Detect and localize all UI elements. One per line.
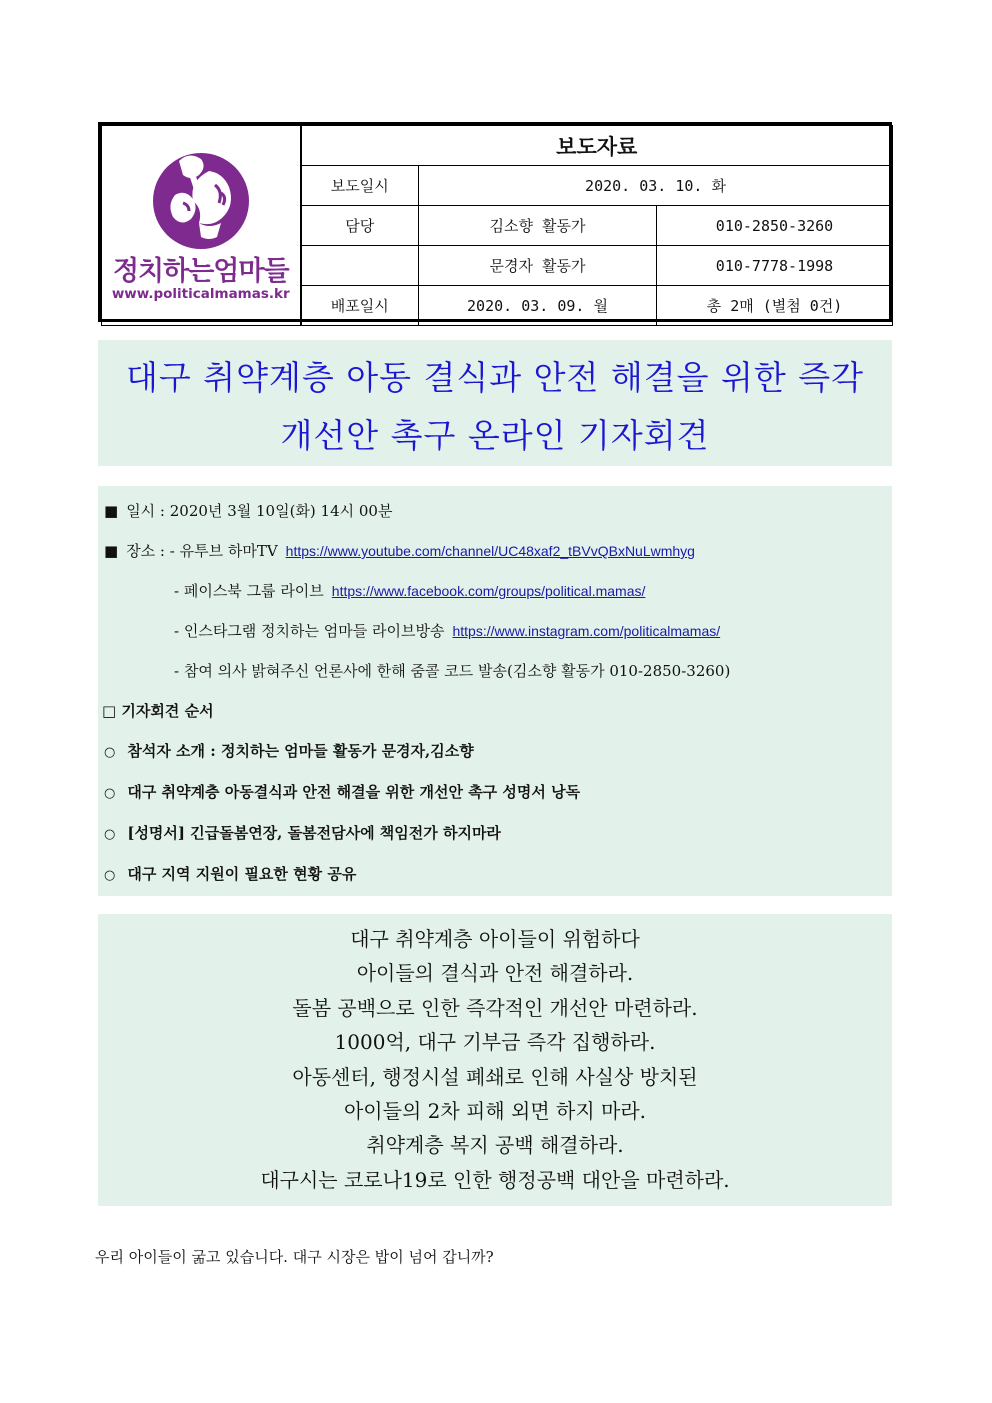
circle-bullet-icon: ○ — [104, 745, 116, 760]
slogan-panel — [98, 914, 892, 1206]
order-item — [104, 822, 501, 843]
place-row — [104, 540, 695, 561]
closing-sentence: 우리 아이들이 굶고 있습니다. 대구 시장은 밥이 넘어 갑니까? — [95, 1248, 494, 1266]
press-release-header — [98, 122, 892, 322]
contact-name-2: 문경자 활동가 — [419, 246, 657, 286]
contact-label-empty — [301, 246, 419, 286]
logo-name: 정치하는엄마들 — [112, 255, 289, 287]
date-row — [104, 500, 392, 521]
circle-bullet-icon: ○ — [104, 827, 116, 842]
circle-bullet-icon: ○ — [104, 868, 116, 883]
slogan-line: 대구 취약계층 아이들이 위험하다 — [350, 927, 640, 951]
order-item-text: 대구 취약계층 아동결식과 안전 해결을 위한 개선안 촉구 성명서 낭독 — [127, 783, 581, 801]
distribution-date-label: 배포일시 — [301, 286, 419, 326]
logo-cell — [102, 126, 301, 326]
slogan-line: 아이들의 결식과 안전 해결하라. — [356, 961, 634, 986]
order-title: □ 기자회견 순서 — [102, 702, 214, 720]
contact-name-1: 김소향 활동가 — [419, 206, 657, 246]
slogan-line: 대구시는 코로나19로 인한 행정공백 대안을 마련하라. — [260, 1167, 730, 1192]
page-count: 총 2매 (별첨 0건) — [657, 286, 893, 326]
doc-type-title: 보도자료 — [301, 126, 893, 166]
contact-phone-2: 010-7778-1998 — [657, 246, 893, 286]
circle-bullet-icon: ○ — [104, 786, 116, 801]
instagram-link[interactable]: https://www.instagram.com/politicalmamas/ — [452, 623, 721, 639]
headline-line-1: 대구 취약계층 아동 결식과 안전 해결을 위한 즉각 — [126, 358, 864, 397]
release-date-value: 2020. 03. 10. 화 — [419, 166, 893, 206]
political-mamas-logo-icon — [149, 149, 253, 253]
slogan-line: 돌봄 공백으로 인한 즉각적인 개선안 마련하라. — [292, 995, 698, 1020]
instagram-row — [174, 620, 720, 641]
facebook-row — [174, 580, 645, 601]
order-item-text: 참석자 소개 : 정치하는 엄마들 활동가 문경자,김소향 — [127, 742, 474, 760]
date-text: 일시 : 2020년 3월 10일(화) 14시 00분 — [126, 502, 393, 520]
release-date-label: 보도일시 — [301, 166, 419, 206]
order-item — [104, 863, 356, 884]
order-item — [104, 740, 474, 761]
distribution-date-value: 2020. 03. 09. 월 — [419, 286, 657, 326]
square-bullet-icon: ■ — [104, 502, 119, 520]
order-item — [104, 781, 580, 802]
order-item-text: 대구 지역 지원이 필요한 현황 공유 — [127, 865, 357, 883]
zoom-row: - 참여 의사 밝혀주신 언론사에 한해 줌콜 코드 발송(김소향 활동가 010-2850-3260) — [174, 662, 731, 680]
slogan-line: 아이들의 2차 피해 외면 하지 마라. — [343, 1098, 647, 1123]
order-item-text: [성명서] 긴급돌봄연장, 돌봄전담사에 책임전가 하지마라 — [127, 824, 501, 842]
logo-url: www.politicalmamas.kr — [111, 286, 290, 303]
headline-banner — [98, 340, 892, 466]
square-bullet-icon: ■ — [104, 542, 119, 560]
contact-phone-1: 010-2850-3260 — [657, 206, 893, 246]
facebook-link[interactable]: https://www.facebook.com/groups/political.mamas/ — [331, 583, 646, 599]
headline-line-2: 개선안 촉구 온라인 기자회견 — [280, 416, 710, 455]
facebook-label: - 페이스북 그룹 라이브 — [174, 582, 324, 600]
slogan-line: 아동센터, 행정시설 폐쇄로 인해 사실상 방치된 — [292, 1064, 698, 1089]
slogan-line: 취약계층 복지 공백 해결하라. — [366, 1133, 624, 1158]
contact-label: 담당 — [301, 206, 419, 246]
place-label: 장소 : - 유투브 하마TV — [126, 542, 278, 560]
slogan-line: 1000억, 대구 기부금 즉각 집행하라. — [334, 1030, 656, 1055]
instagram-label: - 인스타그램 정치하는 엄마들 라이브방송 — [174, 622, 445, 640]
event-info-panel — [98, 486, 892, 896]
youtube-link[interactable]: https://www.youtube.com/channel/UC48xaf2_tBVvQBxNuLwmhyg — [285, 543, 695, 559]
